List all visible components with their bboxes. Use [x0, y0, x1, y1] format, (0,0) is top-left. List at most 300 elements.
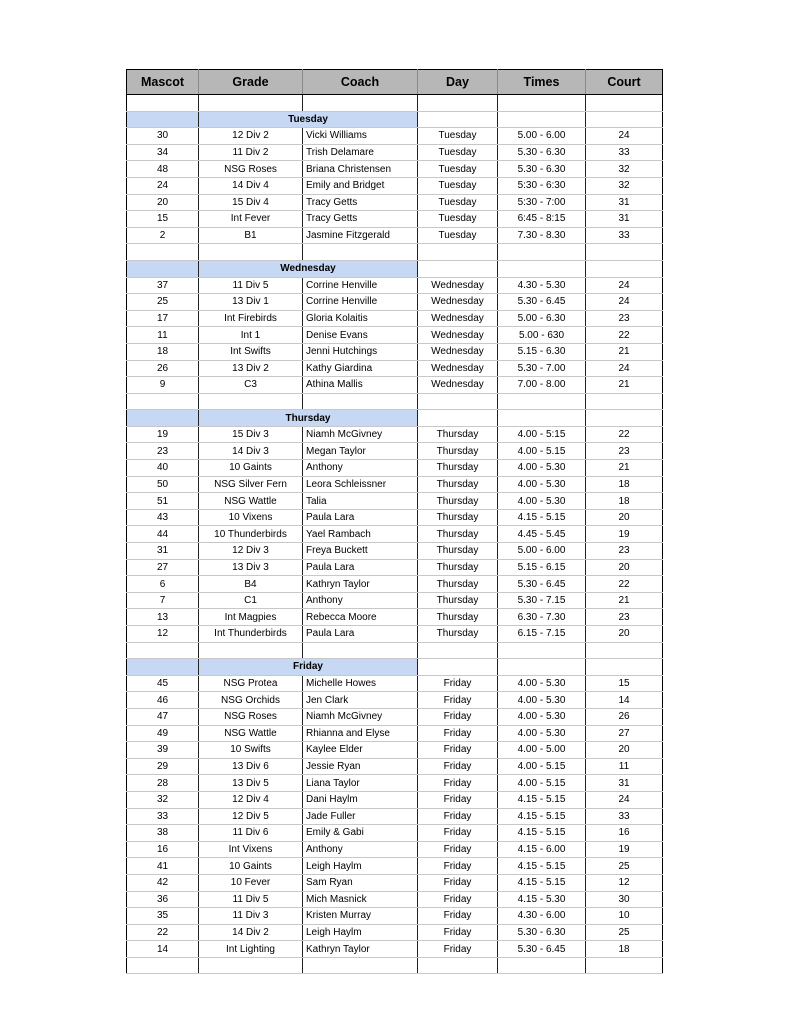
day-cell: Thursday	[418, 426, 498, 443]
mascot-cell: 36	[127, 891, 199, 908]
day-cell: Friday	[418, 825, 498, 842]
coach-cell: Rebecca Moore	[303, 609, 418, 626]
coach-cell: Rhianna and Elyse	[303, 725, 418, 742]
day-header-fill	[127, 260, 199, 277]
times-cell: 4.15 - 5.15	[498, 874, 586, 891]
coach-cell: Megan Taylor	[303, 443, 418, 460]
times-cell: 7.00 - 8.00	[498, 377, 586, 394]
mascot-cell: 6	[127, 576, 199, 593]
mascot-cell: 41	[127, 858, 199, 875]
table-row	[127, 161, 663, 178]
court-cell: 33	[586, 808, 663, 825]
table-row	[127, 426, 663, 443]
grade-cell: Int Firebirds	[199, 310, 303, 327]
day-header-empty	[498, 659, 586, 676]
court-cell: 18	[586, 493, 663, 510]
day-cell: Thursday	[418, 559, 498, 576]
times-cell: 4.00 - 5:15	[498, 426, 586, 443]
court-cell: 23	[586, 310, 663, 327]
court-cell: 12	[586, 874, 663, 891]
spacer-cell	[199, 95, 303, 112]
grade-cell: 10 Thunderbirds	[199, 526, 303, 543]
grade-cell: NSG Wattle	[199, 725, 303, 742]
mascot-cell: 47	[127, 708, 199, 725]
grade-cell: 15 Div 4	[199, 194, 303, 211]
day-header-fill	[127, 111, 199, 128]
mascot-cell: 48	[127, 161, 199, 178]
court-cell: 33	[586, 227, 663, 244]
table-row	[127, 377, 663, 394]
header-court: Court	[586, 70, 663, 95]
day-cell: Friday	[418, 708, 498, 725]
mascot-cell: 50	[127, 476, 199, 493]
spacer-cell	[498, 95, 586, 112]
spacer-cell	[127, 393, 199, 410]
court-cell: 32	[586, 177, 663, 194]
spacer-row	[127, 95, 663, 112]
grade-cell: 13 Div 6	[199, 758, 303, 775]
court-cell: 30	[586, 891, 663, 908]
day-header-fill	[127, 659, 199, 676]
court-cell: 20	[586, 559, 663, 576]
grade-cell: 13 Div 1	[199, 294, 303, 311]
day-cell: Tuesday	[418, 144, 498, 161]
grade-cell: 10 Swifts	[199, 742, 303, 759]
grade-cell: 10 Vixens	[199, 509, 303, 526]
grade-cell: 11 Div 5	[199, 891, 303, 908]
times-cell: 5.15 - 6.15	[498, 559, 586, 576]
day-header-empty	[586, 410, 663, 427]
times-cell: 5.00 - 630	[498, 327, 586, 344]
coach-cell: Sam Ryan	[303, 874, 418, 891]
table-row	[127, 128, 663, 145]
day-cell: Friday	[418, 775, 498, 792]
day-cell: Thursday	[418, 476, 498, 493]
coach-cell: Michelle Howes	[303, 675, 418, 692]
day-cell: Friday	[418, 858, 498, 875]
header-times: Times	[498, 70, 586, 95]
times-cell: 6:45 - 8:15	[498, 211, 586, 228]
mascot-cell: 38	[127, 825, 199, 842]
table-row	[127, 742, 663, 759]
times-cell: 7.30 - 8.30	[498, 227, 586, 244]
grade-cell: C1	[199, 592, 303, 609]
court-cell: 20	[586, 509, 663, 526]
mascot-cell: 17	[127, 310, 199, 327]
header-mascot: Mascot	[127, 70, 199, 95]
grade-cell: B4	[199, 576, 303, 593]
times-cell: 4.00 - 5.30	[498, 675, 586, 692]
table-row	[127, 194, 663, 211]
day-cell: Friday	[418, 725, 498, 742]
spacer-cell	[418, 393, 498, 410]
coach-cell: Liana Taylor	[303, 775, 418, 792]
mascot-cell: 22	[127, 924, 199, 941]
times-cell: 4.00 - 5.30	[498, 692, 586, 709]
day-cell: Friday	[418, 891, 498, 908]
day-header-empty	[586, 111, 663, 128]
spacer-cell	[418, 95, 498, 112]
table-row	[127, 775, 663, 792]
mascot-cell: 33	[127, 808, 199, 825]
coach-cell: Paula Lara	[303, 626, 418, 643]
grade-cell: 13 Div 3	[199, 559, 303, 576]
coach-cell: Niamh McGivney	[303, 426, 418, 443]
grade-cell: 11 Div 6	[199, 825, 303, 842]
grade-cell: Int 1	[199, 327, 303, 344]
times-cell: 4.00 - 5.30	[498, 708, 586, 725]
court-cell: 23	[586, 609, 663, 626]
table-row	[127, 609, 663, 626]
court-cell: 23	[586, 443, 663, 460]
coach-cell: Briana Christensen	[303, 161, 418, 178]
coach-cell: Talia	[303, 493, 418, 510]
mascot-cell: 39	[127, 742, 199, 759]
spacer-row	[127, 244, 663, 261]
grade-cell: 10 Gaints	[199, 460, 303, 477]
spacer-cell	[303, 95, 418, 112]
table-row	[127, 509, 663, 526]
spacer-cell	[303, 642, 418, 659]
spacer-cell	[127, 957, 199, 974]
spacer-cell	[418, 957, 498, 974]
day-cell: Friday	[418, 941, 498, 958]
coach-cell: Niamh McGivney	[303, 708, 418, 725]
table-body	[127, 95, 663, 974]
court-cell: 11	[586, 758, 663, 775]
mascot-cell: 46	[127, 692, 199, 709]
coach-cell: Mich Masnick	[303, 891, 418, 908]
mascot-cell: 20	[127, 194, 199, 211]
table-row	[127, 592, 663, 609]
coach-cell: Kristen Murray	[303, 908, 418, 925]
times-cell: 4.15 - 5.15	[498, 858, 586, 875]
court-cell: 18	[586, 476, 663, 493]
mascot-cell: 40	[127, 460, 199, 477]
day-header-empty	[586, 260, 663, 277]
day-cell: Friday	[418, 874, 498, 891]
header-day: Day	[418, 70, 498, 95]
times-cell: 4.45 - 5.45	[498, 526, 586, 543]
table-row	[127, 493, 663, 510]
mascot-cell: 28	[127, 775, 199, 792]
mascot-cell: 19	[127, 426, 199, 443]
coach-cell: Paula Lara	[303, 559, 418, 576]
day-cell: Thursday	[418, 626, 498, 643]
day-cell: Tuesday	[418, 227, 498, 244]
coach-cell: Corrine Henville	[303, 294, 418, 311]
spacer-cell	[586, 393, 663, 410]
grade-cell: NSG Roses	[199, 161, 303, 178]
mascot-cell: 9	[127, 377, 199, 394]
mascot-cell: 35	[127, 908, 199, 925]
times-cell: 4.00 - 5.30	[498, 493, 586, 510]
mascot-cell: 45	[127, 675, 199, 692]
spacer-cell	[498, 244, 586, 261]
grade-cell: 12 Div 2	[199, 128, 303, 145]
table-row	[127, 924, 663, 941]
times-cell: 5:30 - 7:00	[498, 194, 586, 211]
grade-cell: 10 Gaints	[199, 858, 303, 875]
table-row	[127, 874, 663, 891]
mascot-cell: 44	[127, 526, 199, 543]
court-cell: 19	[586, 841, 663, 858]
spacer-cell	[199, 957, 303, 974]
spacer-cell	[199, 393, 303, 410]
court-cell: 24	[586, 128, 663, 145]
times-cell: 5.00 - 6.00	[498, 543, 586, 560]
day-header-empty	[418, 260, 498, 277]
coach-cell: Anthony	[303, 460, 418, 477]
table-row	[127, 825, 663, 842]
coach-cell: Paula Lara	[303, 509, 418, 526]
mascot-cell: 23	[127, 443, 199, 460]
mascot-cell: 2	[127, 227, 199, 244]
times-cell: 5.30 - 6.30	[498, 924, 586, 941]
coach-cell: Kathryn Taylor	[303, 576, 418, 593]
grade-cell: 12 Div 5	[199, 808, 303, 825]
court-cell: 25	[586, 924, 663, 941]
day-cell: Thursday	[418, 509, 498, 526]
day-cell: Wednesday	[418, 327, 498, 344]
court-cell: 15	[586, 675, 663, 692]
table-row	[127, 808, 663, 825]
mascot-cell: 29	[127, 758, 199, 775]
grade-cell: C3	[199, 377, 303, 394]
times-cell: 4.15 - 5.15	[498, 509, 586, 526]
spacer-cell	[127, 95, 199, 112]
times-cell: 5.30 - 6.45	[498, 576, 586, 593]
mascot-cell: 24	[127, 177, 199, 194]
day-cell: Thursday	[418, 543, 498, 560]
times-cell: 6.30 - 7.30	[498, 609, 586, 626]
mascot-cell: 14	[127, 941, 199, 958]
spacer-cell	[586, 642, 663, 659]
times-cell: 4.15 - 5.15	[498, 791, 586, 808]
coach-cell: Jenni Hutchings	[303, 343, 418, 360]
day-header-empty	[498, 111, 586, 128]
times-cell: 4.00 - 5.15	[498, 775, 586, 792]
table-row	[127, 941, 663, 958]
times-cell: 5.30 - 6.45	[498, 941, 586, 958]
mascot-cell: 34	[127, 144, 199, 161]
day-cell: Thursday	[418, 460, 498, 477]
day-cell: Thursday	[418, 592, 498, 609]
grade-cell: NSG Wattle	[199, 493, 303, 510]
coach-cell: Kaylee Elder	[303, 742, 418, 759]
coach-cell: Yael Rambach	[303, 526, 418, 543]
header-coach: Coach	[303, 70, 418, 95]
spacer-cell	[127, 642, 199, 659]
grade-cell: Int Magpies	[199, 609, 303, 626]
spacer-cell	[498, 393, 586, 410]
coach-cell: Anthony	[303, 841, 418, 858]
times-cell: 5.30 - 6.30	[498, 144, 586, 161]
table-row	[127, 343, 663, 360]
coach-cell: Trish Delamare	[303, 144, 418, 161]
coach-cell: Gloria Kolaitis	[303, 310, 418, 327]
table-row	[127, 277, 663, 294]
table-row	[127, 891, 663, 908]
day-section-label: Thursday	[199, 410, 418, 427]
mascot-cell: 13	[127, 609, 199, 626]
court-cell: 20	[586, 742, 663, 759]
grade-cell: 14 Div 4	[199, 177, 303, 194]
day-header-empty	[498, 410, 586, 427]
court-cell: 19	[586, 526, 663, 543]
table-header	[127, 70, 663, 95]
coach-cell: Anthony	[303, 592, 418, 609]
coach-cell: Denise Evans	[303, 327, 418, 344]
table-row	[127, 460, 663, 477]
spacer-cell	[303, 244, 418, 261]
spacer-cell	[498, 957, 586, 974]
day-cell: Friday	[418, 742, 498, 759]
day-cell: Tuesday	[418, 211, 498, 228]
coach-cell: Leora Schleissner	[303, 476, 418, 493]
grade-cell: 14 Div 3	[199, 443, 303, 460]
day-cell: Friday	[418, 808, 498, 825]
mascot-cell: 26	[127, 360, 199, 377]
times-cell: 4.00 - 5.15	[498, 443, 586, 460]
day-section-label: Friday	[199, 659, 418, 676]
table-row	[127, 675, 663, 692]
mascot-cell: 11	[127, 327, 199, 344]
grade-cell: Int Vixens	[199, 841, 303, 858]
coach-cell: Emily & Gabi	[303, 825, 418, 842]
table-row	[127, 908, 663, 925]
court-cell: 14	[586, 692, 663, 709]
court-cell: 21	[586, 377, 663, 394]
day-cell: Friday	[418, 675, 498, 692]
times-cell: 4.00 - 5.30	[498, 460, 586, 477]
mascot-cell: 42	[127, 874, 199, 891]
day-cell: Friday	[418, 841, 498, 858]
table-row	[127, 327, 663, 344]
coach-cell: Emily and Bridget	[303, 177, 418, 194]
court-cell: 24	[586, 791, 663, 808]
day-section-header	[127, 260, 663, 277]
coach-cell: Vicki Williams	[303, 128, 418, 145]
mascot-cell: 25	[127, 294, 199, 311]
court-cell: 22	[586, 576, 663, 593]
day-section-label: Wednesday	[199, 260, 418, 277]
table-row	[127, 708, 663, 725]
table-row	[127, 559, 663, 576]
times-cell: 4.00 - 5.30	[498, 725, 586, 742]
spacer-cell	[303, 393, 418, 410]
mascot-cell: 12	[127, 626, 199, 643]
grade-cell: B1	[199, 227, 303, 244]
day-cell: Friday	[418, 692, 498, 709]
court-cell: 32	[586, 161, 663, 178]
table-row	[127, 692, 663, 709]
day-cell: Friday	[418, 924, 498, 941]
coach-cell: Kathy Giardina	[303, 360, 418, 377]
day-cell: Tuesday	[418, 194, 498, 211]
spacer-cell	[418, 642, 498, 659]
spacer-cell	[199, 642, 303, 659]
day-cell: Friday	[418, 791, 498, 808]
grade-cell: 11 Div 3	[199, 908, 303, 925]
day-header-empty	[418, 410, 498, 427]
spacer-cell	[127, 244, 199, 261]
table-row	[127, 725, 663, 742]
day-header-empty	[586, 659, 663, 676]
spacer-cell	[586, 957, 663, 974]
coach-cell: Tracy Getts	[303, 211, 418, 228]
court-cell: 21	[586, 460, 663, 477]
grade-cell: Int Thunderbirds	[199, 626, 303, 643]
spacer-cell	[498, 642, 586, 659]
day-cell: Thursday	[418, 609, 498, 626]
court-cell: 24	[586, 360, 663, 377]
mascot-cell: 49	[127, 725, 199, 742]
times-cell: 4.00 - 5.30	[498, 476, 586, 493]
day-section-header	[127, 659, 663, 676]
day-cell: Thursday	[418, 493, 498, 510]
grade-cell: 11 Div 2	[199, 144, 303, 161]
times-cell: 4.15 - 5.15	[498, 808, 586, 825]
coach-cell: Jade Fuller	[303, 808, 418, 825]
mascot-cell: 51	[127, 493, 199, 510]
court-cell: 24	[586, 277, 663, 294]
grade-cell: 13 Div 5	[199, 775, 303, 792]
times-cell: 4.15 - 6.00	[498, 841, 586, 858]
day-header-fill	[127, 410, 199, 427]
coach-cell: Leigh Haylm	[303, 858, 418, 875]
spacer-cell	[303, 957, 418, 974]
table-row	[127, 543, 663, 560]
grade-cell: 15 Div 3	[199, 426, 303, 443]
table-row	[127, 576, 663, 593]
spacer-cell	[586, 95, 663, 112]
times-cell: 4.15 - 5.15	[498, 825, 586, 842]
table-row	[127, 144, 663, 161]
table-row	[127, 526, 663, 543]
court-cell: 33	[586, 144, 663, 161]
grade-cell: 10 Fever	[199, 874, 303, 891]
table-row	[127, 858, 663, 875]
times-cell: 5.30 - 7.15	[498, 592, 586, 609]
grade-cell: 12 Div 4	[199, 791, 303, 808]
coach-cell: Freya Buckett	[303, 543, 418, 560]
day-cell: Wednesday	[418, 343, 498, 360]
court-cell: 10	[586, 908, 663, 925]
times-cell: 5.00 - 6.00	[498, 128, 586, 145]
day-header-empty	[418, 111, 498, 128]
day-section-label: Tuesday	[199, 111, 418, 128]
court-cell: 25	[586, 858, 663, 875]
coach-cell: Leigh Haylm	[303, 924, 418, 941]
table-row	[127, 310, 663, 327]
table-row	[127, 177, 663, 194]
day-cell: Wednesday	[418, 360, 498, 377]
schedule-table	[126, 69, 663, 974]
spacer-row	[127, 393, 663, 410]
mascot-cell: 31	[127, 543, 199, 560]
table-row	[127, 211, 663, 228]
header-row	[127, 70, 663, 95]
times-cell: 5.00 - 6.30	[498, 310, 586, 327]
court-cell: 21	[586, 343, 663, 360]
spacer-row	[127, 642, 663, 659]
day-cell: Friday	[418, 908, 498, 925]
court-cell: 31	[586, 194, 663, 211]
mascot-cell: 7	[127, 592, 199, 609]
day-header-empty	[498, 260, 586, 277]
day-cell: Tuesday	[418, 161, 498, 178]
